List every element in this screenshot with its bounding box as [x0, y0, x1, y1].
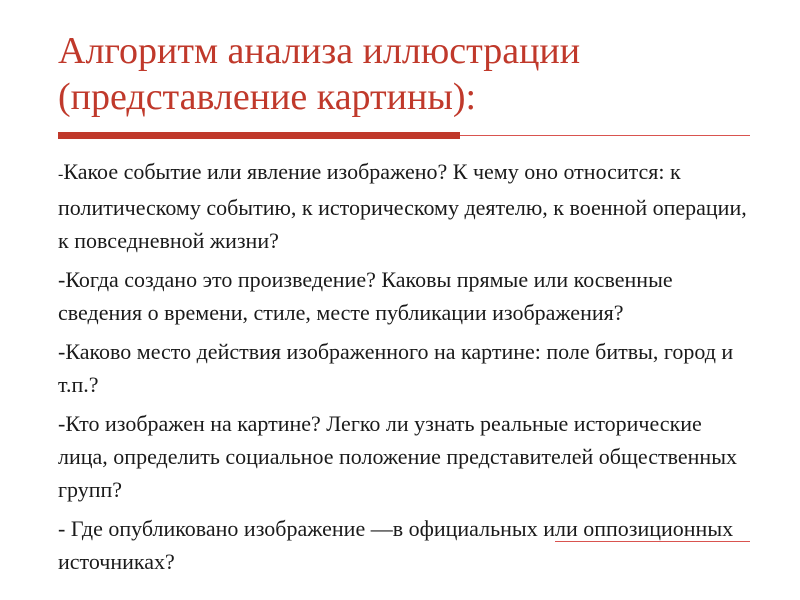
list-item — [58, 155, 748, 257]
list-item-text: Какое событие или явление изображено? К чему оно относится: к политическому событию, к историческому деятелю, к военной операции, к повседневной жизни? — [58, 159, 747, 253]
list-item: - Где опубликовано изображение —в официальных или оппозиционных источниках? — [58, 516, 734, 574]
title-line-2: (представление картины): — [58, 76, 477, 118]
title-underline-thick — [58, 132, 460, 139]
title-underline-thin — [460, 135, 750, 136]
decorative-rule-bottom — [555, 541, 750, 542]
question-list — [58, 155, 748, 584]
list-item: -Когда создано это произведение? Каковы прямые или косвенные сведения о времени, стиле, месте публикации изображения? — [58, 267, 673, 325]
list-item: -Каково место действия изображенного на картине: поле битвы, город и т.п.? — [58, 339, 734, 397]
list-item: -Кто изображен на картине? Легко ли узнать реальные исторические лица, определить социальное положение представителей общественных групп? — [58, 411, 737, 502]
title-line-1: Алгоритм анализа иллюстрации — [58, 30, 581, 72]
list-item-dash: - — [58, 166, 64, 183]
slide-title — [58, 28, 758, 120]
